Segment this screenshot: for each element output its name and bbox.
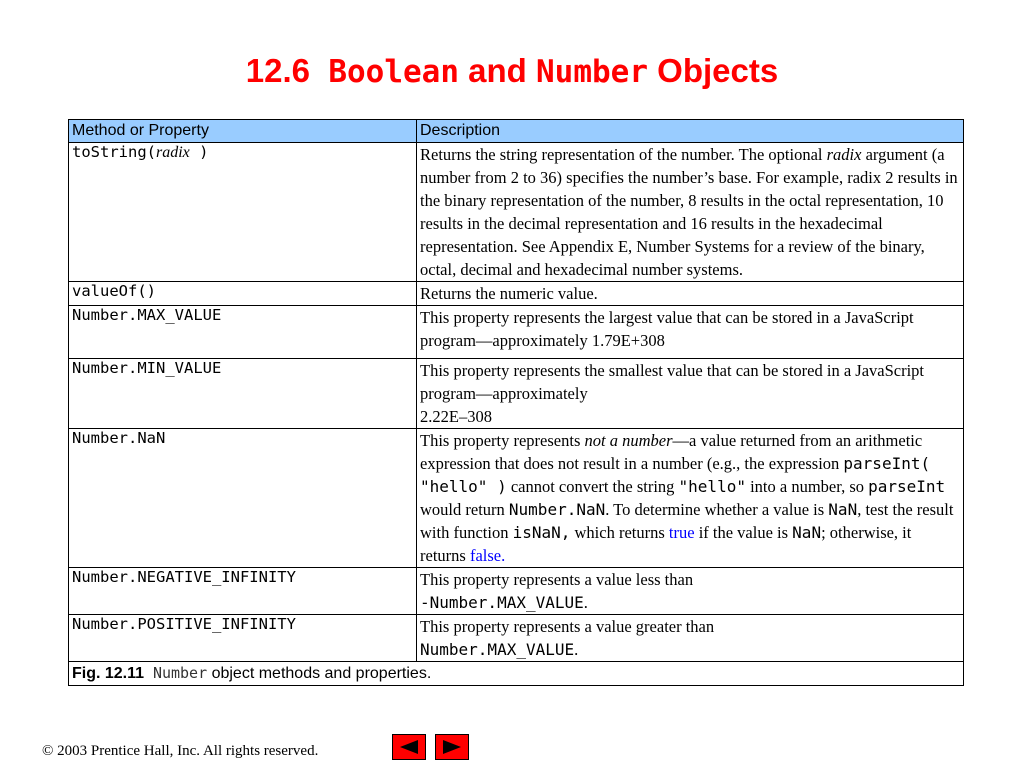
- desc-min-value: This property represents the smallest value that can be stored in a JavaScript program—approximately 2.22E–308: [417, 359, 964, 429]
- table-row: [69, 306, 964, 359]
- title-boolean: Boolean: [328, 54, 459, 90]
- right-triangle-icon: [441, 739, 463, 755]
- table-row: [69, 568, 964, 615]
- left-triangle-icon: [398, 739, 420, 755]
- methods-table: [68, 119, 964, 686]
- method-positive-infinity: Number.POSITIVE_INFINITY: [69, 615, 417, 662]
- method-valueof: valueOf(): [69, 282, 417, 306]
- method-min-value: Number.MIN_VALUE: [69, 359, 417, 429]
- table-row: [69, 429, 964, 568]
- method-negative-infinity: Number.NEGATIVE_INFINITY: [69, 568, 417, 615]
- header-description: Description: [417, 120, 964, 143]
- title-number: Number: [536, 54, 648, 90]
- title-objects: Objects: [657, 52, 779, 89]
- desc-max-value: This property represents the largest value that can be stored in a JavaScript program—approximately 1.79E+308: [417, 306, 964, 359]
- desc-valueof: Returns the numeric value.: [417, 282, 964, 306]
- table-row: [69, 282, 964, 306]
- table-header-row: [69, 120, 964, 143]
- copyright-footer: © 2003 Prentice Hall, Inc. All rights reserved.: [42, 743, 319, 759]
- previous-slide-button[interactable]: [392, 734, 426, 760]
- title-section-number: 12.6: [245, 52, 310, 89]
- method-tostring: toString(radix ): [69, 143, 417, 282]
- false-keyword: false.: [469, 546, 506, 565]
- table-row: [69, 143, 964, 282]
- desc-negative-infinity: This property represents a value less than -Number.MAX_VALUE.: [417, 568, 964, 615]
- slide-title: [0, 52, 1024, 90]
- title-and: and: [468, 52, 527, 89]
- table-caption-row: [69, 662, 964, 686]
- table-row: [69, 359, 964, 429]
- method-nan: Number.NaN: [69, 429, 417, 568]
- true-keyword: true: [668, 523, 695, 542]
- desc-nan: This property represents not a number—a value returned from an arithmetic expression that does not result in a number (e.g., the expression parseInt( "hello" ) cannot convert the string "hello" into a number, so parseInt would return Number.NaN. To determine whether a value is NaN, test the result with function isNaN, which returns true if the value is NaN; otherwise, it returns false.: [417, 429, 964, 568]
- desc-positive-infinity: This property represents a value greater than Number.MAX_VALUE.: [417, 615, 964, 662]
- table-caption: Fig. 12.11 Number object methods and properties.: [69, 662, 964, 686]
- header-method: Method or Property: [69, 120, 417, 143]
- method-max-value: Number.MAX_VALUE: [69, 306, 417, 359]
- table-row: [69, 615, 964, 662]
- next-slide-button[interactable]: [435, 734, 469, 760]
- desc-tostring: Returns the string representation of the number. The optional radix argument (a number from 2 to 36) specifies the number’s base. For example, radix 2 results in the binary representation of the number, 8 results in the octal representation, 10 results in the decimal representation and 16 results in the hexadecimal representation. See Appendix E, Number Systems for a review of the binary, octal, decimal and hexadecimal number systems.: [417, 143, 964, 282]
